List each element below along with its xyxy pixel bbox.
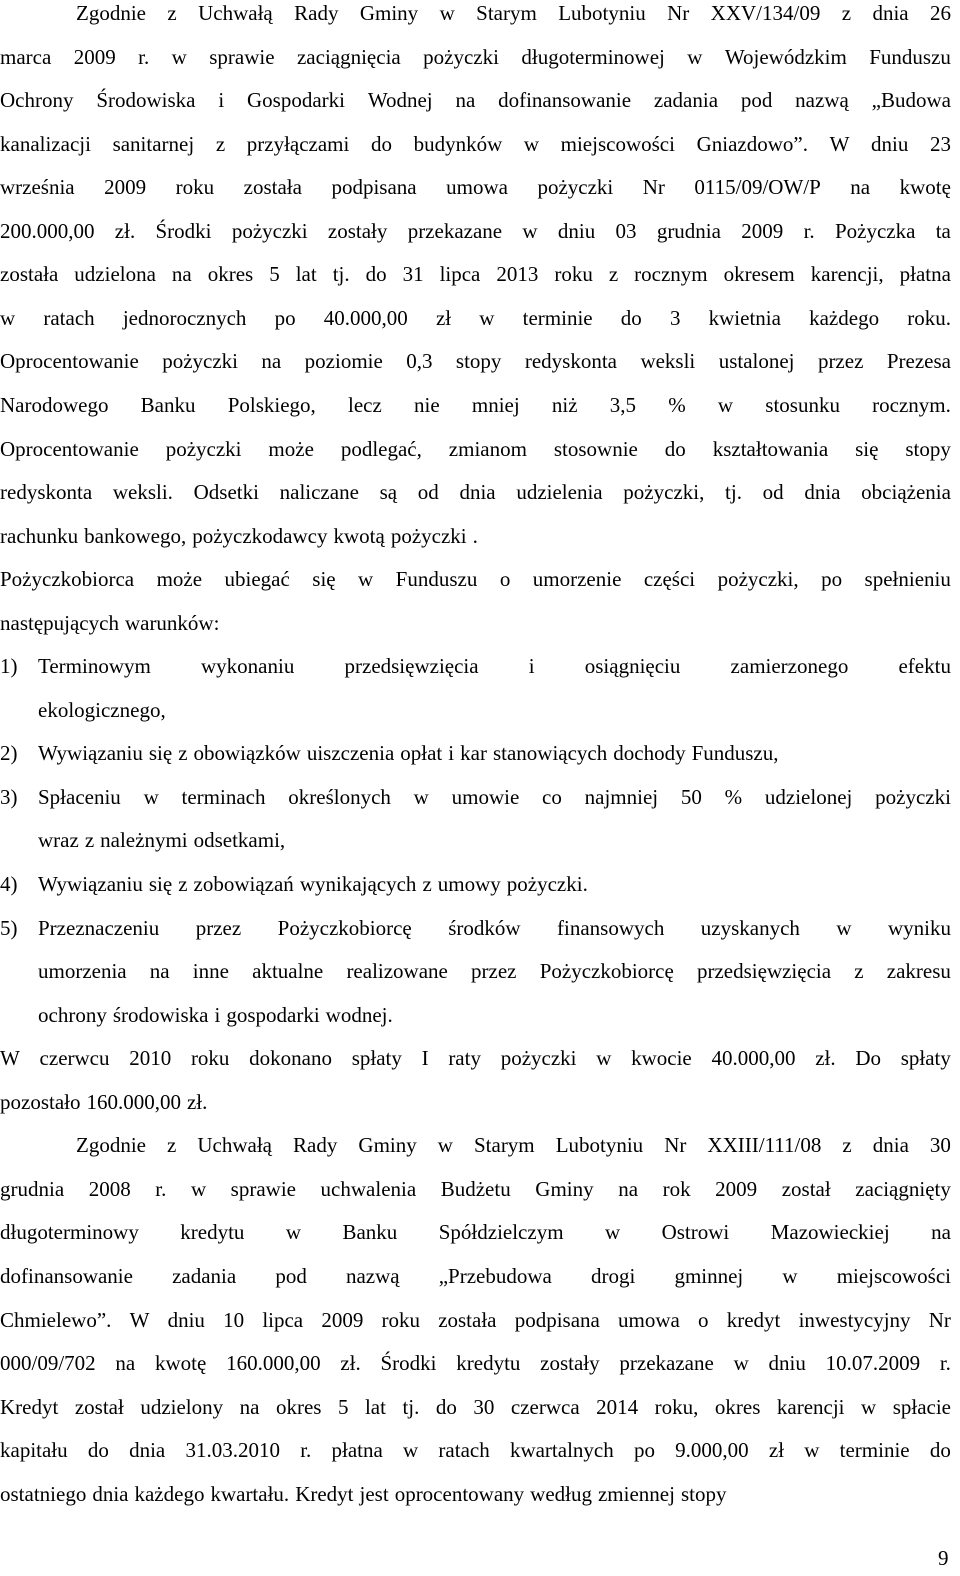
- paragraph-line: 200.000,00 zł. Środki pożyczki zostały przekazane w dniu 03 grudnia 2009 r. Pożyczka ta: [0, 218, 951, 243]
- condition-line: Spłaceniu w terminach określonych w umowie co najmniej 50 % udzielonej pożyczki: [38, 784, 951, 809]
- condition-line: ochrony środowiska i gospodarki wodnej.: [38, 1002, 393, 1027]
- condition-line: Wywiązaniu się z obowiązków uiszczenia opłat i kar stanowiących dochody Funduszu,: [38, 741, 779, 766]
- paragraph-line: następujących warunków:: [0, 610, 220, 635]
- paragraph-line: Kredyt został udzielony na okres 5 lat tj. do 30 czerwca 2014 roku, okres karencji w spłacie: [0, 1394, 951, 1419]
- paragraph-line: Chmielewo”. W dniu 10 lipca 2009 roku została podpisana umowa o kredyt inwestycyjny Nr: [0, 1307, 951, 1332]
- paragraph-line: września 2009 roku została podpisana umowa pożyczki Nr 0115/09/OW/P na kwotę: [0, 175, 951, 200]
- paragraph-line: ostatniego dnia każdego kwartału. Kredyt jest oprocentowany według zmiennej stopy: [0, 1481, 727, 1506]
- paragraph-line: w ratach jednorocznych po 40.000,00 zł w terminie do 3 kwietnia każdego roku.: [0, 305, 951, 330]
- condition-number: 2): [0, 741, 18, 766]
- paragraph-line: marca 2009 r. w sprawie zaciągnięcia pożyczki długoterminowej w Wojewódzkim Funduszu: [0, 44, 951, 69]
- paragraph-line: W czerwcu 2010 roku dokonano spłaty I raty pożyczki w kwocie 40.000,00 zł. Do spłaty: [0, 1046, 951, 1071]
- paragraph-line: 000/09/702 na kwotę 160.000,00 zł. Środki kredytu zostały przekazane w dniu 10.07.2009 r.: [0, 1351, 951, 1376]
- paragraph-line: pozostało 160.000,00 zł.: [0, 1089, 208, 1114]
- condition-line: wraz z należnymi odsetkami,: [38, 828, 286, 853]
- paragraph-line: grudnia 2008 r. w sprawie uchwalenia Budżetu Gminy na rok 2009 został zaciągnięty: [0, 1176, 951, 1201]
- condition-number: 4): [0, 872, 18, 896]
- condition-line: Przeznaczeniu przez Pożyczkobiorcę środków finansowych uzyskanych w wyniku: [38, 915, 951, 940]
- paragraph-line: została udzielona na okres 5 lat tj. do 31 lipca 2013 roku z rocznym okresem karencji, płatna: [0, 262, 951, 287]
- condition-line: umorzenia na inne aktualne realizowane przez Pożyczkobiorcę przedsięwzięcia z zakresu: [38, 959, 951, 984]
- condition-number: 1): [0, 654, 18, 679]
- paragraph-line: Oprocentowanie pożyczki na poziomie 0,3 stopy redyskonta weksli ustalonej przez Prezesa: [0, 349, 951, 374]
- condition-line: ekologicznego,: [38, 697, 166, 722]
- condition-number: 3): [0, 784, 18, 809]
- paragraph-line: redyskonta weksli. Odsetki naliczane są od dnia udzielenia pożyczki, tj. od dnia obciążenia: [0, 480, 951, 505]
- paragraph-line: Zgodnie z Uchwałą Rady Gminy w Starym Lubotyniu Nr XXIII/111/08 z dnia 30: [76, 1133, 951, 1158]
- paragraph-line: Ochrony Środowiska i Gospodarki Wodnej na dofinansowanie zadania pod nazwą „Budowa: [0, 88, 951, 113]
- page-number: 9: [938, 1546, 949, 1570]
- paragraph-line: Pożyczkobiorca może ubiegać się w Funduszu o umorzenie części pożyczki, po spełnieniu: [0, 567, 951, 592]
- condition-line: Terminowym wykonaniu przedsięwzięcia i osiągnięciu zamierzonego efektu: [38, 654, 951, 679]
- paragraph-line: Narodowego Banku Polskiego, lecz nie mniej niż 3,5 % w stosunku rocznym.: [0, 392, 951, 417]
- paragraph-line: długoterminowy kredytu w Banku Spółdzielczym w Ostrowi Mazowieckiej na: [0, 1220, 951, 1245]
- paragraph-line: kanalizacji sanitarnej z przyłączami do budynków w miejscowości Gniazdowo”. W dniu 23: [0, 131, 951, 156]
- condition-line: Wywiązaniu się z zobowiązań wynikających z umowy pożyczki.: [38, 872, 588, 896]
- paragraph-line: rachunku bankowego, pożyczkodawcy kwotą pożyczki .: [0, 523, 478, 548]
- paragraph-line: Zgodnie z Uchwałą Rady Gminy w Starym Lubotyniu Nr XXV/134/09 z dnia 26: [76, 1, 951, 25]
- paragraph-line: Oprocentowanie pożyczki może podlegać, zmianom stosownie do kształtowania się stopy: [0, 436, 951, 461]
- paragraph-line: dofinansowanie zadania pod nazwą „Przebudowa drogi gminnej w miejscowości: [0, 1263, 951, 1288]
- condition-number: 5): [0, 915, 18, 940]
- paragraph-line: kapitału do dnia 31.03.2010 r. płatna w ratach kwartalnych po 9.000,00 zł w terminie do: [0, 1438, 951, 1463]
